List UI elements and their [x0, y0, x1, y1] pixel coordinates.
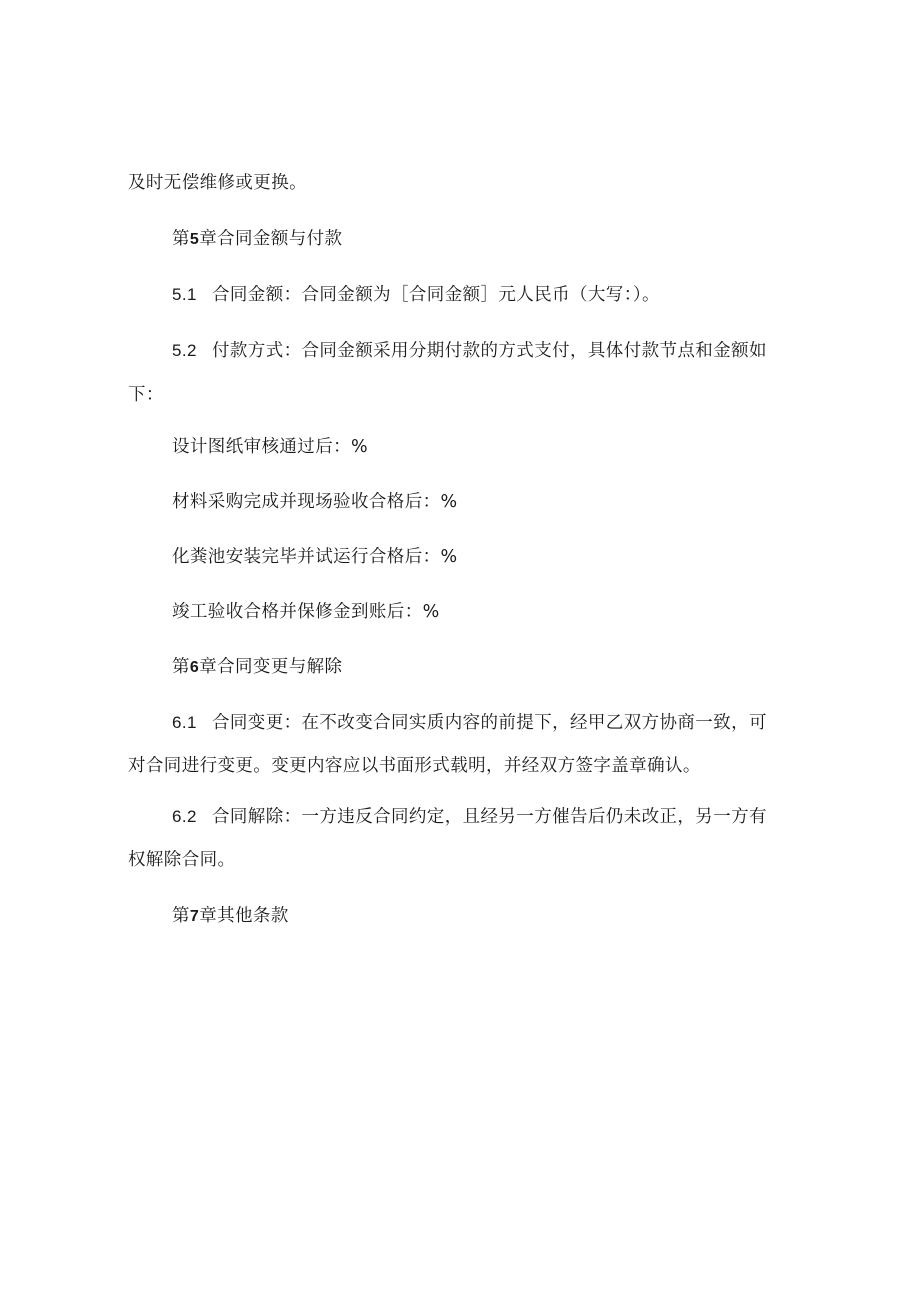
payment-node-2: 材料采购完成并现场验收合格后：% — [172, 492, 458, 512]
clause-number: 5.2 — [172, 341, 197, 360]
clause-5-1 — [172, 284, 832, 306]
clause-6-1-line2: 对合同进行变更。变更内容应以书面形式载明，并经双方签字盖章确认。 — [128, 756, 701, 776]
chapter-prefix: 第 — [172, 906, 190, 926]
chapter-number: 7 — [189, 908, 200, 925]
clause-text: 合同解除：一方违反合同约定，且经另一方催告后仍未改正，另一方有 — [212, 807, 767, 827]
clause-6-2-line2: 权解除合同。 — [128, 850, 236, 870]
chapter-6-heading — [172, 656, 832, 679]
clause-text: 合同金额：合同金额为［合同金额］元人民币（大写：）。 — [212, 285, 660, 305]
payment-node-3: 化粪池安装完毕并试运行合格后：% — [172, 547, 458, 567]
chapter-title: 章合同变更与解除 — [199, 657, 343, 677]
chapter-5-heading — [172, 228, 832, 251]
payment-node-1: 设计图纸审核通过后：% — [172, 437, 369, 457]
clause-5-2-line2: 下： — [128, 385, 164, 405]
chapter-7-heading — [172, 905, 832, 928]
chapter-title: 章其他条款 — [199, 906, 289, 926]
chapter-prefix: 第 — [172, 657, 190, 677]
chapter-prefix: 第 — [172, 229, 190, 249]
clause-number: 6.1 — [172, 713, 197, 732]
chapter-number: 6 — [189, 659, 200, 676]
clause-6-2-line1 — [172, 806, 788, 828]
clause-text: 付款方式：合同金额采用分期付款的方式支付，具体付款节点和金额如 — [212, 341, 767, 361]
clause-5-2-line1 — [172, 340, 788, 362]
clause-number: 5.1 — [172, 285, 197, 304]
continuation-text: 及时无偿维修或更换。 — [128, 173, 307, 193]
payment-node-4: 竣工验收合格并保修金到账后：% — [172, 602, 440, 622]
clause-6-1-line1 — [172, 712, 788, 734]
clause-text: 合同变更：在不改变合同实质内容的前提下，经甲乙双方协商一致，可 — [212, 713, 767, 733]
chapter-title: 章合同金额与付款 — [199, 229, 343, 249]
clause-number: 6.2 — [172, 807, 197, 826]
chapter-number: 5 — [189, 231, 200, 248]
